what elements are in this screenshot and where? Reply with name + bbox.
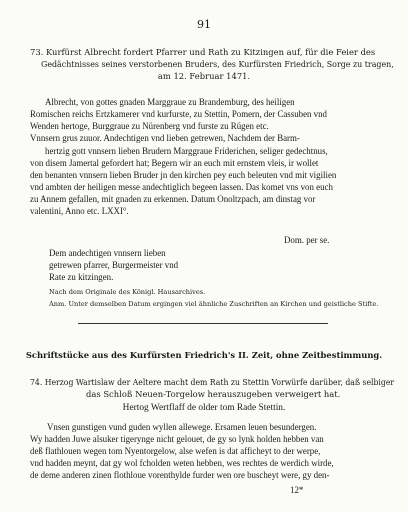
doc73-heading-line-2: Gedächtnisses seines verstorbenen Bruders, des Kurfürsten Friedrich, Sorge zu tragen, <box>41 59 394 69</box>
doc74-body-line: vnd hadden meynt, dat gy wol fcholden weten hebben, wes rechtes de werdich wirde, <box>30 458 334 468</box>
doc74-heading-line-2: das Schloß Neuen-Torgelow herauszugeben verweigert hat. <box>86 389 341 399</box>
doc73-body-line: hertzig gott vnnsern lieben Brudern Marggraue Friderichen, seliger gedechtnus, <box>45 146 328 156</box>
doc73-date-line: Dom. per se. <box>284 235 330 245</box>
doc73-body-line: Wenden hertoge, Burggraue zu Nürenberg vnd furste zu Rügen etc. <box>30 121 269 131</box>
doc74-title: Hertog Wertflaff de older tom Rade Stettin. <box>122 403 286 413</box>
doc73-annotation: Anm. Unter demselben Datum ergingen viel ähnliche Zuschriften an Kirchen und geistliche Stifte. <box>49 300 379 308</box>
doc73-body-line: Romischen reichs Ertzkamerer vnd kurfurste, zu Stettin, Pomern, der Cassuben vnd <box>30 109 327 119</box>
doc73-address-line: Rate zu kitzingen. <box>49 272 114 282</box>
doc73-address-line: Dem andechtigen vnnsern lieben <box>49 248 166 258</box>
doc73-body-line: von disem Jamertal gefordert hat; Begern wir an euch mit ernstem vleis, ir wollet <box>30 158 319 168</box>
section-heading: Schriftstücke aus des Kurfürsten Friedrich's II. Zeit, ohne Zeitbestimmung. <box>25 350 383 360</box>
page-number: 91 <box>197 18 211 31</box>
doc73-address-line: getrewen pfarrer, Burgermeister vnd <box>49 260 179 270</box>
doc74-body-line: Wy hadden Juwe alsuker tigeryngе nicht gelouet, de gy so lynk holden hebben van <box>30 434 324 444</box>
section-divider <box>78 323 328 324</box>
doc73-body-line: zu Annem gefallen, mit gnaden zu erkennen. Datum Onoltzpach, am dinstag vor <box>30 194 316 204</box>
doc73-body-line: Albrecht, von gottes gnaden Marggraue zu Brandemburg, des heiligen <box>45 97 295 107</box>
doc73-heading-line-3: am 12. Februar 1471. <box>157 71 251 81</box>
doc73-heading-line-1: 73. Kurfürst Albrecht fordert Pfarrer und Rath zu Kitzingen auf, für die Feier des <box>30 47 376 57</box>
doc74-body-line: Vnsen gunstigen vund guden wyllen allewege. Ersamen leuen besundergen. <box>47 422 317 432</box>
doc73-body-line: Vnnsern grus zuuor. Andechtigen vnd lieben getrewen, Nachdem der Barm- <box>30 133 300 143</box>
doc73-body-line: vnd ambten der heiligen messe andechtiglich begeen lassen. Das komet vns von euch <box>30 182 333 192</box>
signature-mark: 12* <box>290 485 304 495</box>
doc73-body-line: den benanten vnnsern lieben Bruder jn den kirchen pey euch beleuten vnd mit vigilien <box>30 170 337 180</box>
doc74-body-line: deß flathlouen wegen tom Nyentorgelow, alse wefen is dat afficheyt to der werpe, <box>30 446 321 456</box>
doc74-heading-line-1: 74. Herzog Wartislaw der Aeltere macht dem Rath zu Stettin Vorwürfe darüber, daß selbiger <box>30 377 395 387</box>
doc73-body-line: valentini, Anno etc. LXXI°. <box>30 206 129 216</box>
doc74-body-line: de deme anderen zinen flothloue vorenthylde furder wen ore buscheyt were, gy den- <box>30 470 330 480</box>
doc73-source-note: Nach dem Originale des Königl. Hausarchives. <box>49 288 206 296</box>
